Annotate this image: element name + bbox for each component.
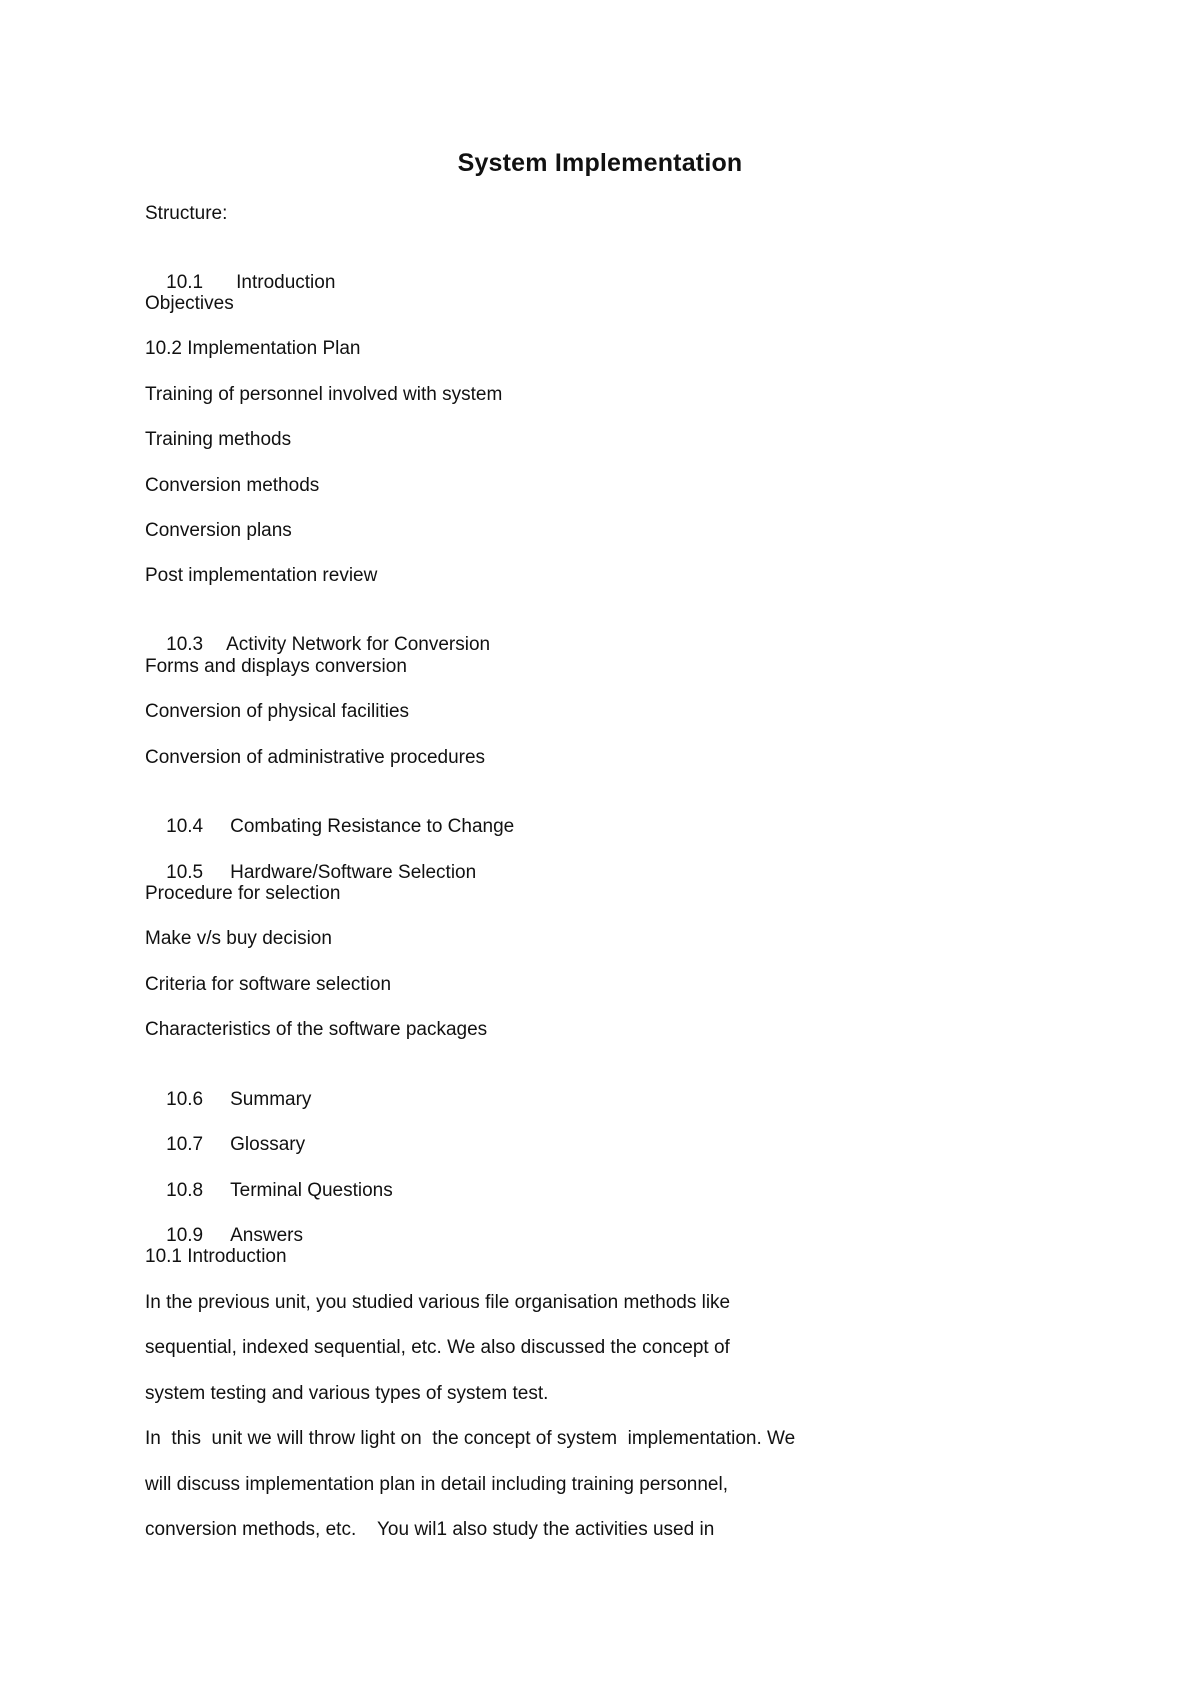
toc-item-number: 10.3 [166,634,204,655]
toc-item-text: Terminal Questions [230,1180,393,1201]
toc-item-number: 10.5 [166,862,204,883]
toc-item: Criteria for software selection [145,974,392,995]
toc-item: Characteristics of the software packages [145,1019,488,1040]
toc-item-text: Activity Network for Conversion [226,634,491,655]
toc-item: Training of personnel involved with system [145,384,503,405]
body-line: conversion methods, etc. You wil1 also study the activities used in [145,1519,715,1540]
toc-item-text: Hardware/Software Selection [230,862,477,883]
structure-label: Structure: [145,203,228,224]
toc-item: Conversion of administrative procedures [145,747,486,768]
toc-item: Procedure for selection [145,883,341,904]
toc-item: Conversion of physical facilities [145,701,410,722]
toc-item-text: Answers [230,1225,303,1246]
toc-item: Post implementation review [145,565,378,586]
toc-item-text: Introduction [236,272,336,293]
toc-item-text: Summary [230,1089,312,1110]
toc-item: Training methods [145,429,292,450]
body-line: system testing and various types of system test. [145,1383,549,1404]
body-line: In this unit we will throw light on the concept of system implementation. We [145,1428,796,1449]
body-line: will discuss implementation plan in detail including training personnel, [145,1474,728,1495]
toc-item: Objectives [145,293,234,314]
toc-item: Conversion methods [145,475,320,496]
body-line: In the previous unit, you studied various file organisation methods like [145,1292,731,1313]
toc-item-number: 10.1 [166,272,204,293]
document-title: System Implementation [457,149,743,177]
toc-item-number: 10.7 [166,1134,204,1155]
toc-item-number: 10.6 [166,1089,204,1110]
toc-item-text: Glossary [230,1134,306,1155]
toc-item-number: 10.9 [166,1225,204,1246]
toc-item: 10.2 Implementation Plan [145,338,361,359]
toc-item-number: 10.8 [166,1180,204,1201]
toc-item: Forms and displays conversion [145,656,407,677]
toc-item: Conversion plans [145,520,292,541]
toc-item-number: 10.4 [166,816,204,837]
toc-item: Make v/s buy decision [145,928,332,949]
toc-item-text: Combating Resistance to Change [230,816,515,837]
body-line: sequential, indexed sequential, etc. We also discussed the concept of [145,1337,730,1358]
section-heading: 10.1 Introduction [145,1246,287,1267]
